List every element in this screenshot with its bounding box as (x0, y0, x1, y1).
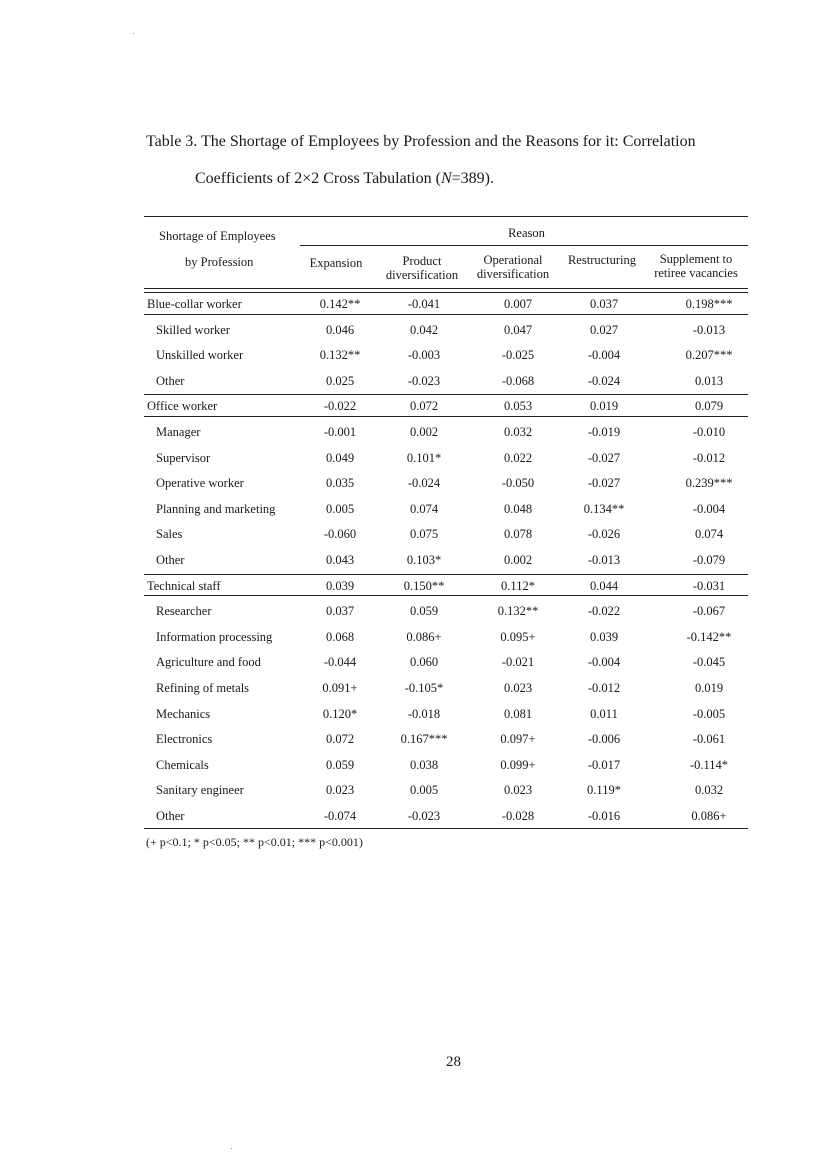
table-cell: -0.021 (501, 655, 535, 670)
table-cell: 0.167*** (400, 732, 448, 747)
table-cell: 0.002 (409, 425, 439, 439)
table-cell: 0.039 (589, 629, 619, 644)
table-cell: -0.060 (323, 527, 357, 542)
row-label: Sanitary engineer (156, 783, 244, 798)
table-cell: -0.079 (692, 553, 726, 567)
table-cell: -0.023 (407, 373, 441, 388)
table-cell: 0.099+ (500, 757, 536, 772)
table-cell: 0.086+ (406, 629, 442, 644)
scan-speck (133, 33, 134, 34)
reason-group-rule (300, 245, 748, 246)
table-cell: -0.028 (501, 809, 535, 823)
table-cell: 0.032 (503, 425, 533, 439)
table-cell: 0.120* (322, 706, 358, 721)
row-label: Office worker (147, 399, 218, 414)
table-cell: -0.025 (501, 348, 535, 363)
table-cell: -0.005 (692, 706, 726, 721)
group-rule (144, 416, 748, 417)
table-cell: -0.044 (323, 655, 357, 670)
table-row (144, 549, 748, 574)
column-header-line1: Expansion (309, 256, 363, 270)
table-cell: 0.005 (409, 783, 439, 798)
table-row (144, 626, 748, 651)
row-label: Chemicals (156, 757, 209, 772)
table-cell: -0.013 (692, 322, 726, 337)
stub-header-line2: by Profession (185, 255, 254, 269)
table-cell: 0.044 (589, 578, 619, 593)
table-row (144, 754, 748, 779)
table-cell: 0.019 (589, 399, 619, 414)
table-cell: 0.027 (589, 322, 619, 337)
column-header-line1: Supplement to (659, 252, 733, 266)
column-header-restructuring (558, 253, 646, 267)
column-header-line1: Product (402, 254, 442, 268)
table-row (144, 344, 748, 369)
table-cell: -0.022 (587, 604, 621, 619)
table-cell: -0.012 (692, 450, 726, 465)
table-cell: 0.022 (503, 450, 533, 465)
table-row (144, 421, 748, 446)
table-cell: 0.011 (590, 706, 618, 721)
table-cell: -0.022 (323, 399, 357, 414)
table-cell: 0.112* (501, 578, 535, 593)
table-cell: -0.026 (587, 527, 621, 542)
row-label: Information processing (156, 629, 273, 644)
scan-speck (231, 1148, 232, 1149)
table-cell: 0.075 (409, 527, 439, 542)
table-cell: 0.032 (694, 783, 724, 798)
table-row (144, 703, 748, 728)
table-row (144, 370, 748, 395)
table-row (144, 728, 748, 753)
table-cell: 0.132** (497, 604, 539, 619)
table-cell: 0.095+ (500, 629, 536, 644)
caption-sample-size: =389). (451, 170, 494, 187)
row-label: Supervisor (156, 450, 211, 465)
table-cell: 0.059 (409, 604, 439, 619)
row-label: Manager (156, 425, 201, 439)
row-label: Other (156, 373, 185, 388)
row-label: Agriculture and food (156, 655, 261, 670)
table-cell: -0.050 (501, 476, 535, 491)
stub-header-line1: Shortage of Employees (159, 229, 276, 243)
table-cell: 0.019 (694, 681, 724, 695)
table-cell: 0.046 (325, 322, 355, 337)
column-header-line1: Operational (483, 253, 543, 267)
table-bottom-rule (144, 828, 748, 829)
table-cell: -0.001 (323, 425, 357, 439)
table-row (144, 779, 748, 804)
table-cell: 0.081 (503, 706, 533, 721)
table-cell: 0.086+ (691, 809, 727, 823)
row-label: Refining of metals (156, 681, 250, 695)
column-header-product-diversification (376, 254, 468, 282)
table-cell: 0.025 (325, 373, 355, 388)
table-cell: -0.004 (692, 501, 726, 516)
table-cell: 0.103* (406, 553, 442, 567)
table-cell: -0.019 (587, 425, 621, 439)
row-label: Mechanics (156, 706, 211, 721)
table-cell: -0.024 (407, 476, 441, 491)
table-cell: 0.042 (409, 322, 439, 337)
group-rule (144, 292, 748, 293)
table-cell: -0.041 (407, 297, 441, 311)
table-cell: 0.049 (325, 450, 355, 465)
table-cell: 0.053 (503, 399, 533, 414)
table-cell: -0.105* (404, 681, 444, 695)
table-cell: 0.198*** (685, 297, 733, 311)
table-cell: 0.142** (319, 297, 361, 311)
significance-note: (+ p<0.1; * p<0.05; ** p<0.01; *** p<0.001) (146, 835, 363, 849)
column-header-operational-diversification (468, 253, 558, 281)
table-cell: 0.005 (325, 501, 355, 516)
table-cell: 0.101* (406, 450, 442, 465)
table-cell: 0.048 (503, 501, 533, 516)
table-cell: 0.072 (325, 732, 355, 747)
table-row (144, 523, 748, 548)
column-header-expansion (296, 256, 376, 270)
table-cell: 0.091+ (322, 681, 358, 695)
row-label: Skilled worker (156, 322, 230, 337)
table-cell: -0.027 (587, 450, 621, 465)
table-cell: -0.142** (686, 629, 732, 644)
table-cell: -0.006 (587, 732, 621, 747)
table-cell: 0.043 (325, 553, 355, 567)
table-cell: -0.061 (692, 732, 726, 747)
table-row (144, 677, 748, 702)
table-caption-continued (195, 170, 494, 188)
table-cell: 0.007 (503, 297, 533, 311)
page-number: 28 (446, 1054, 461, 1070)
table-cell: 0.039 (325, 578, 355, 593)
table-cell: 0.023 (503, 783, 533, 798)
table-cell: -0.074 (323, 809, 357, 823)
table-cell: -0.016 (587, 809, 621, 823)
table-cell: 0.038 (409, 757, 439, 772)
table-cell: -0.024 (587, 373, 621, 388)
table-cell: 0.023 (503, 681, 533, 695)
column-header-line2: diversification (385, 268, 459, 282)
table-row (144, 498, 748, 523)
table-row (144, 805, 748, 830)
table-cell: 0.047 (503, 322, 533, 337)
column-header-line1: Restructuring (567, 253, 637, 267)
table-cell: -0.023 (407, 809, 441, 823)
row-label: Researcher (156, 604, 212, 619)
row-label: Other (156, 553, 185, 567)
table-cell: 0.013 (694, 373, 724, 388)
row-label: Operative worker (156, 476, 244, 491)
table-cell: 0.239*** (685, 476, 733, 491)
table-cell: -0.114* (689, 757, 729, 772)
table-cell: -0.067 (692, 604, 726, 619)
row-label: Other (156, 809, 185, 823)
reason-group-header: Reason (508, 226, 545, 240)
table-cell: 0.097+ (500, 732, 536, 747)
table-top-rule (144, 216, 748, 217)
table-cell: -0.018 (407, 706, 441, 721)
column-header-line2: diversification (476, 267, 550, 281)
table-cell: 0.037 (589, 297, 619, 311)
table-row (144, 651, 748, 676)
group-rule (144, 595, 748, 596)
table-cell: 0.060 (409, 655, 439, 670)
table-cell: 0.078 (503, 527, 533, 542)
table-cell: 0.037 (325, 604, 355, 619)
table-cell: -0.010 (692, 425, 726, 439)
group-rule (144, 574, 748, 575)
row-label: Sales (156, 527, 183, 542)
table-cell: 0.074 (694, 527, 724, 542)
table-cell: 0.074 (409, 501, 439, 516)
table-cell: -0.013 (587, 553, 621, 567)
table-cell: -0.004 (587, 655, 621, 670)
row-label: Planning and marketing (156, 501, 276, 516)
table-cell: 0.132** (319, 348, 361, 363)
row-label: Technical staff (147, 578, 221, 593)
table-cell: -0.031 (692, 578, 726, 593)
table-cell: 0.059 (325, 757, 355, 772)
group-rule (144, 314, 748, 315)
row-label: Electronics (156, 732, 213, 747)
table-cell: -0.068 (501, 373, 535, 388)
table-cell: 0.002 (503, 553, 533, 567)
table-cell: 0.035 (325, 476, 355, 491)
table-row (144, 447, 748, 472)
table-cell: 0.023 (325, 783, 355, 798)
table-cell: -0.045 (692, 655, 726, 670)
table-cell: -0.012 (587, 681, 621, 695)
table-cell: -0.004 (587, 348, 621, 363)
table-cell: -0.017 (587, 757, 621, 772)
table-cell: 0.119* (587, 783, 621, 798)
table-cell: 0.068 (325, 629, 355, 644)
table-cell: 0.134** (583, 501, 625, 516)
table-cell: 0.072 (409, 399, 439, 414)
table-row (144, 319, 748, 344)
column-header-supplement (644, 252, 748, 280)
table-caption: Table 3. The Shortage of Employees by Profession and the Reasons for it: Correlation (146, 133, 696, 150)
table-cell: 0.079 (694, 399, 724, 414)
table-row (144, 600, 748, 625)
table-cell: 0.207*** (685, 348, 733, 363)
column-header-line2: retiree vacancies (654, 266, 738, 280)
row-label: Blue-collar worker (147, 297, 242, 311)
table-cell: -0.003 (407, 348, 441, 363)
table-cell: -0.027 (587, 476, 621, 491)
row-label: Unskilled worker (156, 348, 244, 363)
sample-size-symbol: N (440, 170, 452, 187)
table-row (144, 472, 748, 497)
table-cell: 0.150** (403, 578, 445, 593)
group-rule (144, 394, 748, 395)
header-bottom-rule (144, 288, 748, 289)
caption-text: Coefficients of 2×2 Cross Tabulation ( (195, 170, 441, 187)
